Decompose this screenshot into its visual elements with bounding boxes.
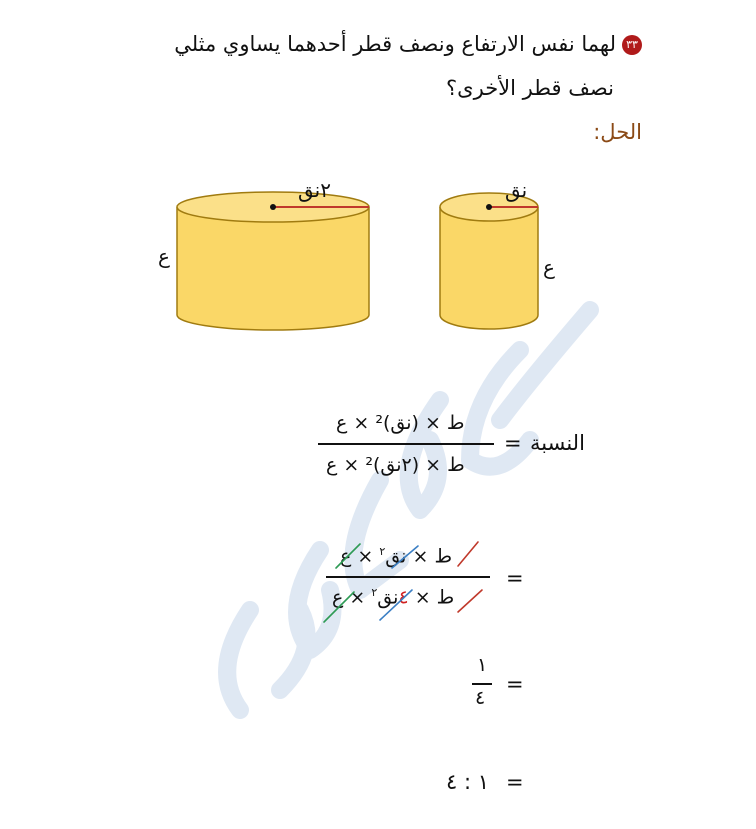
step3-denominator: ٤ — [475, 687, 486, 709]
big-height-label: ع — [158, 244, 170, 268]
small-height-label: ع — [543, 255, 555, 279]
ratio-word: النسبة — [530, 431, 585, 455]
den-x2: × — [349, 586, 366, 609]
num-a: ع — [340, 545, 352, 568]
equals-sign-1: = — [504, 431, 522, 455]
step1-denominator: ط × (٢نق)² × ع — [326, 454, 465, 476]
den-a: ع — [332, 586, 344, 609]
den-sq: ٢ — [371, 586, 378, 599]
small-radius-label: نق — [505, 178, 528, 202]
den-four: ٤ — [398, 586, 409, 609]
num-sq: ٢ — [379, 545, 386, 558]
equals-sign-3: = — [506, 672, 524, 696]
big-cylinder — [177, 192, 369, 330]
question-line-2: نصف قطر الأخرى؟ — [446, 76, 614, 100]
step1-fraction-bar — [318, 443, 494, 445]
final-ratio: ١ : ٤ — [446, 770, 489, 794]
question-text-1: لهما نفس الارتفاع ونصف قطر أحدهما يساوي مثلي — [174, 32, 616, 56]
num-x1: × — [412, 545, 429, 568]
num-t: ط — [434, 545, 453, 568]
step3-fraction-bar — [472, 683, 492, 685]
question-line-1 — [174, 32, 642, 56]
solution-label: الحل: — [593, 120, 642, 144]
step3-numerator: ١ — [477, 654, 488, 676]
small-center-dot — [486, 204, 492, 210]
den-nq: نق — [377, 586, 399, 609]
big-center-dot — [270, 204, 276, 210]
num-x2: × — [357, 545, 374, 568]
cancel-strokes — [320, 540, 490, 625]
equals-sign-2: = — [506, 566, 524, 590]
equals-sign-4: = — [506, 770, 524, 794]
big-radius-label: ٢نق — [298, 178, 331, 202]
question-number-badge: ٣٣ — [622, 35, 642, 55]
den-x1: × — [414, 586, 431, 609]
step1-numerator: ط × (نق)² × ع — [336, 412, 465, 434]
small-cylinder — [440, 193, 538, 329]
num-nq: نق — [385, 545, 407, 568]
den-t: ط — [436, 586, 455, 609]
